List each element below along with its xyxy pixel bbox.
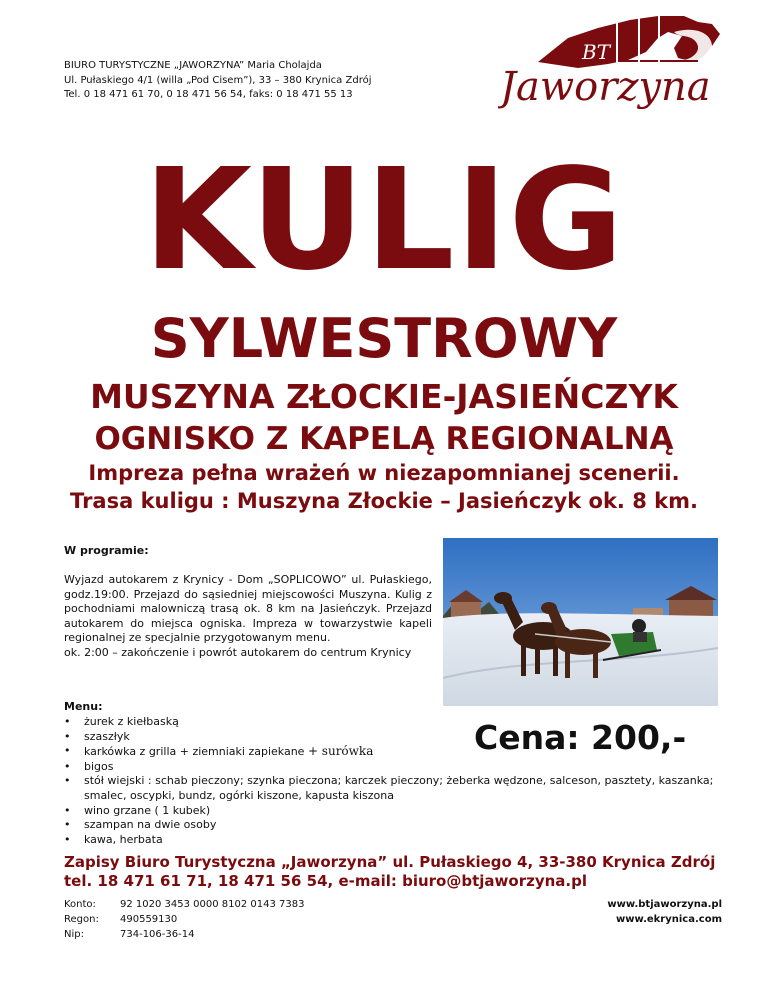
sleigh-photo — [443, 538, 718, 706]
title-bonfire: OGNISKO Z KAPELĄ REGIONALNĄ — [94, 421, 674, 457]
header-line-3: Tel. 0 18 471 61 70, 0 18 471 56 54, faks: 0 18 471 55 13 — [64, 89, 353, 100]
logo-bt: BT — [582, 40, 611, 64]
account-value: 490559130 — [120, 914, 178, 925]
account-row — [64, 912, 305, 927]
list-item: • kawa, herbata — [64, 833, 724, 848]
menu-item-suffix: + surówka — [307, 744, 374, 759]
tagline-2: Trasa kuligu : Muszyna Złockie – Jasieńczyk ok. 8 km. — [70, 489, 698, 513]
contact-line-2: tel. 18 471 61 71, 18 471 56 54, e-mail: biuro@btjaworzyna.pl — [64, 872, 587, 890]
title-sylwestrowy: SYLWESTROWY — [150, 307, 618, 370]
account-details — [64, 897, 305, 942]
logo-name: Jaworzyna — [500, 64, 711, 110]
price: Cena: 200,- — [474, 718, 687, 757]
program-text: Wyjazd autokarem z Krynicy - Dom „SOPLICOWO” ul. Pułaskiego, godz.19:00. Przejazd do sąsiedniej miejscowości Muszyna. Kulig z pochodniami malowniczą trasą ok. 8 km na Jasieńczyk. Przejazd autokarem do miejsca ogniska. Impreza w towarzystwie kapeli regionalnej ze specjalnie przygotowanym menu. — [64, 573, 432, 644]
link-ekrynica[interactable]: www.ekrynica.com — [616, 914, 722, 925]
link-btjaworzyna[interactable]: www.btjaworzyna.pl — [607, 899, 722, 910]
menu-heading: Menu: — [64, 700, 103, 713]
account-label: Konto: — [64, 899, 96, 910]
program-description — [64, 573, 432, 660]
title-kulig: KULIG — [143, 139, 625, 302]
list-item: • szaszłyk — [64, 730, 724, 745]
list-item: • szampan na dwie osoby — [64, 818, 724, 833]
company-header — [64, 59, 371, 103]
program-heading: W programie: — [64, 544, 149, 557]
header-line-2: Ul. Pułaskiego 4/1 (willa „Pod Cisem”), 33 – 380 Krynica Zdrój — [64, 74, 372, 86]
header-line-1: BIURO TURYSTYCZNE „JAWORZYNA” Maria Cholajda — [64, 60, 322, 71]
program-end: ok. 2:00 – zakończenie i powrót autokarem do centrum Krynicy — [64, 645, 412, 659]
list-item: • stół wiejski : schab pieczony; szynka pieczona; karczek pieczony; żeberka wędzone, salceson, pasztety, kaszanka; smalec, oscypki, bundz, ogórki kiszone, kapusta kiszona — [64, 774, 724, 803]
title-route: MUSZYNA ZŁOCKIE-JASIEŃCZYK — [90, 377, 678, 416]
contact-line-1: Zapisy Biuro Turystyczna „Jaworzyna” ul. Pułaskiego 4, 33-380 Krynica Zdrój — [64, 853, 716, 871]
contact-block — [64, 853, 715, 891]
menu-item-text: karkówka z grilla + ziemniaki zapiekane — [84, 745, 305, 759]
list-item: • wino grzane ( 1 kubek) — [64, 804, 724, 819]
tagline-1: Impreza pełna wrażeń w niezapomnianej scenerii. — [88, 461, 680, 485]
list-item: • żurek z kiełbaską — [64, 715, 724, 730]
list-item: • bigos — [64, 760, 724, 775]
account-label: Nip: — [64, 929, 84, 940]
account-label: Regon: — [64, 914, 99, 925]
jaworzyna-logo — [498, 12, 722, 110]
website-links — [558, 897, 722, 927]
account-value: 92 1020 3453 0000 8102 0143 7383 — [120, 899, 305, 910]
account-row — [64, 897, 305, 912]
account-row — [64, 927, 305, 942]
account-value: 734-106-36-14 — [120, 929, 195, 940]
